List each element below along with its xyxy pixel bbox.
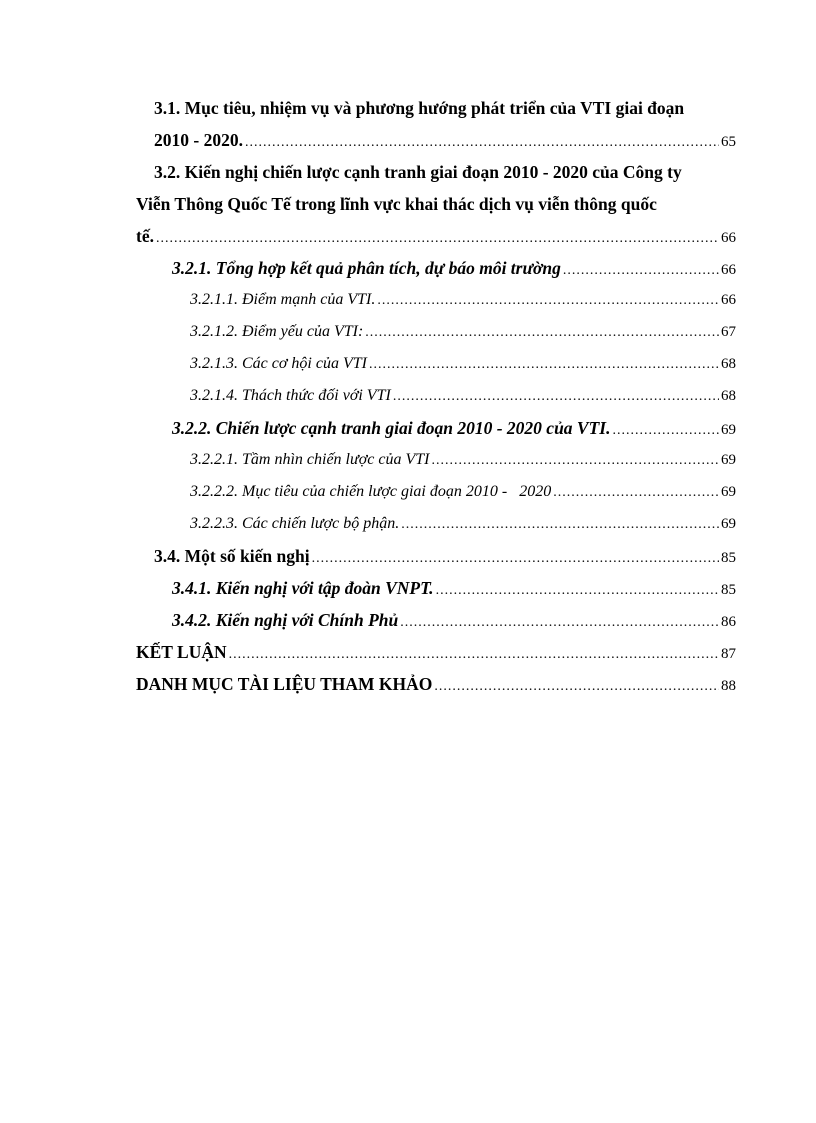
- dot-leader: [245, 127, 719, 159]
- toc-entry-title-line: Viễn Thông Quốc Tế trong lĩnh vực khai thác dịch vụ viễn thông quốc: [136, 194, 657, 214]
- toc-page-number: 69: [721, 516, 736, 532]
- dot-leader: [401, 509, 719, 541]
- toc-entry-title: KẾT LUẬN: [136, 642, 227, 662]
- dot-leader: [612, 415, 719, 447]
- toc-entry-title: 3.4.2. Kiến nghị với Chính Phủ: [172, 610, 399, 630]
- toc-page-number: 66: [721, 292, 736, 308]
- toc-entry-title: 3.2.2. Chiến lược cạnh tranh giai đoạn 2010 - 2020 của VTI.: [172, 418, 611, 438]
- toc-entry-title-line: 3.2. Kiến nghị chiến lược cạnh tranh giai đoạn 2010 - 2020 của Công ty: [154, 162, 682, 182]
- toc-entry-title: 3.4.1. Kiến nghị với tập đoàn VNPT.: [172, 578, 434, 598]
- toc-entry-title-end: tế.: [136, 226, 154, 246]
- toc-entry-title: DANH MỤC TÀI LIỆU THAM KHẢO: [136, 674, 433, 694]
- toc-entry-3-4-2[interactable]: [136, 604, 736, 636]
- table-of-contents: [136, 92, 736, 700]
- dot-leader: [312, 543, 719, 575]
- toc-entry-3-1[interactable]: [136, 92, 736, 156]
- toc-page-number: 66: [721, 230, 736, 246]
- toc-entry-3-4[interactable]: [136, 540, 736, 572]
- toc-entry-title: 3.2.1.4. Thách thức đối với VTI: [190, 387, 391, 404]
- toc-page-number: 68: [721, 356, 736, 372]
- toc-entry-3-2-1-4[interactable]: [136, 380, 736, 412]
- toc-page-number: 86: [721, 614, 736, 630]
- toc-page-number: 66: [721, 262, 736, 278]
- toc-page-number: 69: [721, 422, 736, 438]
- toc-page-number: 88: [721, 678, 736, 694]
- dot-leader: [553, 477, 719, 509]
- toc-page-number: 69: [721, 484, 736, 500]
- toc-entry-title: 3.2.1.1. Điểm mạnh của VTI.: [190, 291, 376, 308]
- dot-leader: [434, 671, 719, 703]
- toc-entry-title: 3.2.1. Tổng hợp kết quả phân tích, dự báo môi trường: [172, 258, 561, 278]
- toc-page-number: 87: [721, 646, 736, 662]
- toc-entry-3-2-2-1[interactable]: [136, 444, 736, 476]
- dot-leader: [400, 607, 719, 639]
- dot-leader: [377, 285, 719, 317]
- toc-page-number: 69: [721, 452, 736, 468]
- toc-entry-3-2-1-3[interactable]: [136, 348, 736, 380]
- toc-entry-3-2-1-1[interactable]: [136, 284, 736, 316]
- toc-entry-title: 3.2.2.3. Các chiến lược bộ phận.: [190, 515, 400, 532]
- toc-entry-tai-lieu-tham-khao[interactable]: [136, 668, 736, 700]
- toc-entry-3-2-1[interactable]: [136, 252, 736, 284]
- dot-leader: [365, 317, 719, 349]
- toc-page-number: 85: [721, 582, 736, 598]
- toc-entry-3-2[interactable]: [136, 156, 736, 252]
- toc-page-number: 85: [721, 550, 736, 566]
- toc-page-number: 67: [721, 324, 736, 340]
- toc-page-number: 68: [721, 388, 736, 404]
- toc-entry-3-2-2-2[interactable]: [136, 476, 736, 508]
- toc-entry-title: 3.2.2.2. Mục tiêu của chiến lược giai đoạn 2010 - 2020: [190, 483, 552, 500]
- toc-entry-title: 3.2.2.1. Tầm nhìn chiến lược của VTI: [190, 451, 430, 468]
- dot-leader: [393, 381, 719, 413]
- toc-entry-title: 3.2.1.3. Các cơ hội của VTI: [190, 355, 367, 372]
- toc-entry-3-2-2[interactable]: [136, 412, 736, 444]
- toc-entry-3-2-2-3[interactable]: [136, 508, 736, 540]
- dot-leader: [436, 575, 719, 607]
- dot-leader: [156, 223, 719, 255]
- toc-entry-ket-luan[interactable]: [136, 636, 736, 668]
- dot-leader: [229, 639, 719, 671]
- toc-entry-title-line: 3.1. Mục tiêu, nhiệm vụ và phương hướng phát triển của VTI giai đoạn: [154, 98, 685, 118]
- dot-leader: [431, 445, 719, 477]
- toc-entry-title: 3.4. Một số kiến nghị: [154, 546, 310, 566]
- toc-entry-title-end: 2010 - 2020.: [154, 130, 243, 150]
- toc-entry-3-2-1-2[interactable]: [136, 316, 736, 348]
- toc-entry-3-4-1[interactable]: [136, 572, 736, 604]
- toc-entry-title: 3.2.1.2. Điểm yếu của VTI:: [190, 323, 364, 340]
- toc-page-number: 65: [721, 134, 736, 150]
- dot-leader: [563, 255, 719, 287]
- dot-leader: [369, 349, 719, 381]
